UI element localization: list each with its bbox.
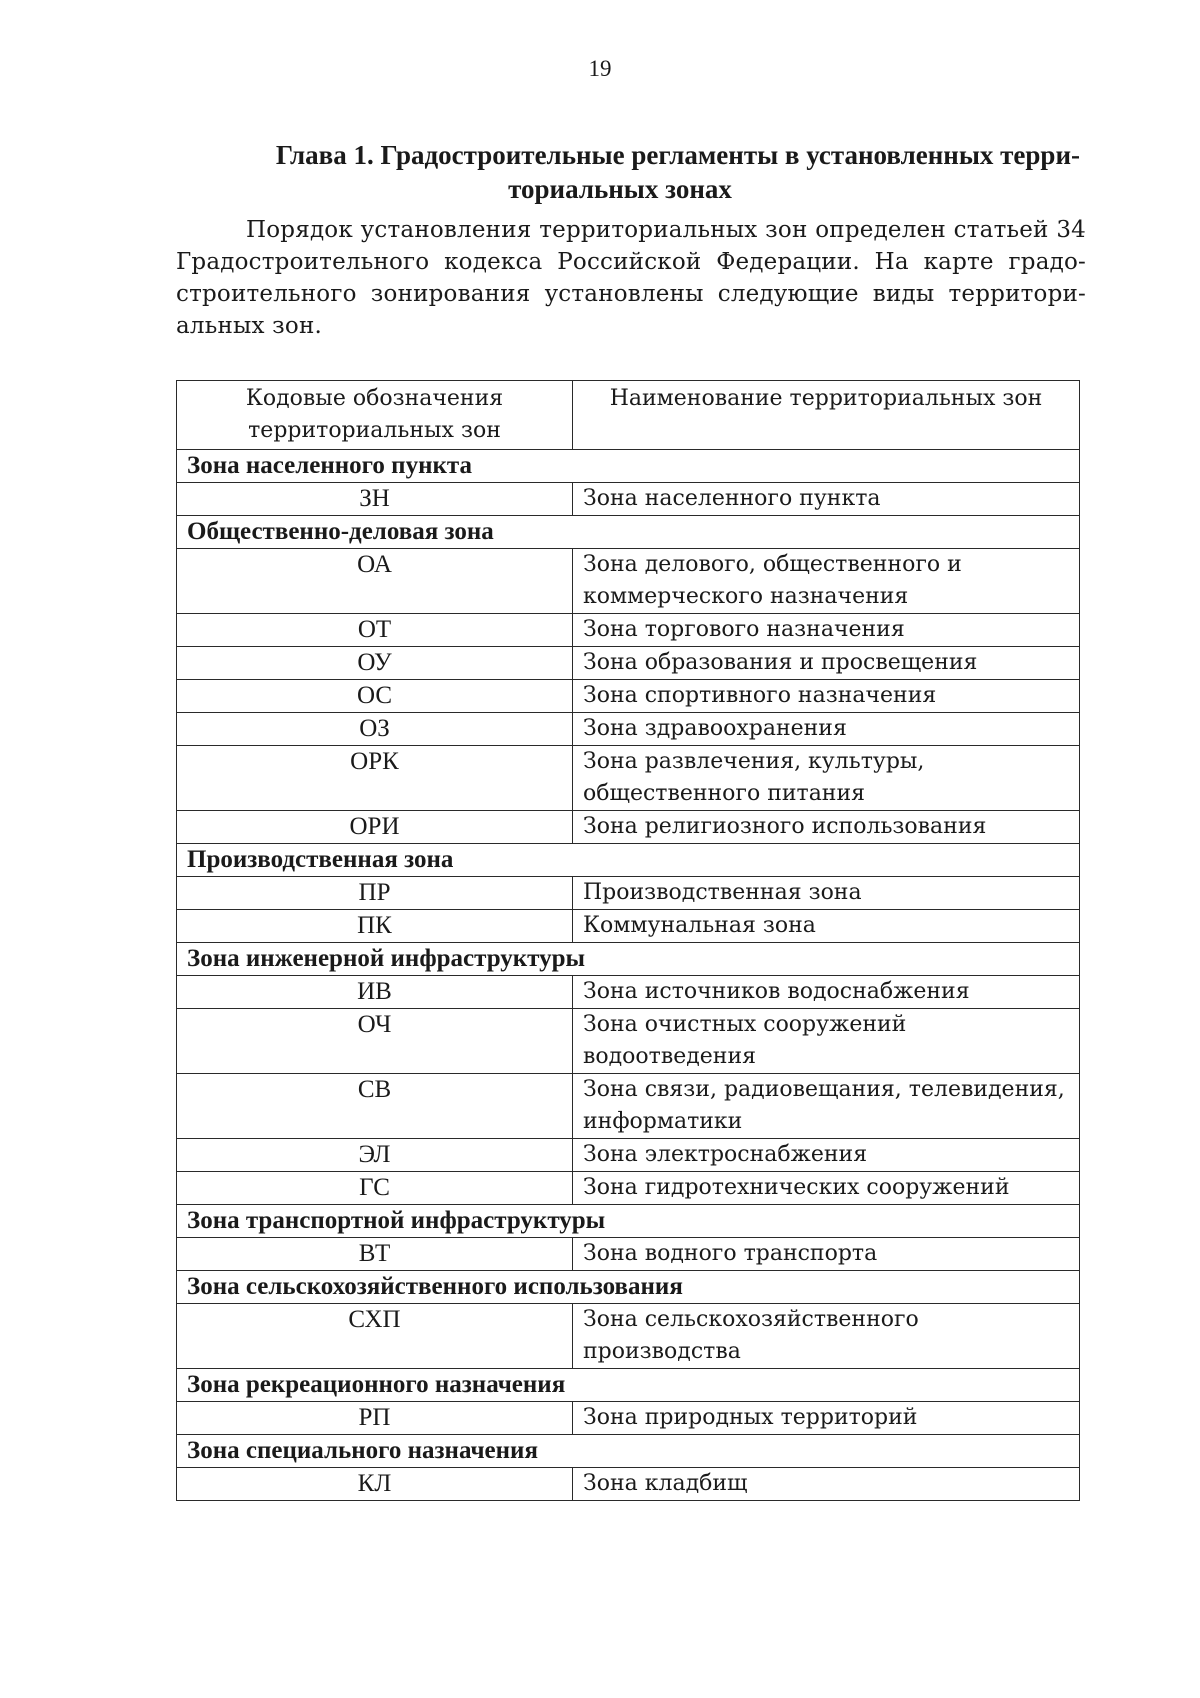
- chapter-title-line: Глава 1. Градостроительные регламенты в установленных терри-: [275, 140, 1080, 170]
- table-row: [177, 1139, 1080, 1172]
- table-row: [177, 910, 1080, 943]
- chapter-title: [160, 138, 1080, 206]
- zone-code: ОТ: [177, 614, 573, 647]
- zone-code: ИВ: [177, 976, 573, 1009]
- table-row: [177, 549, 1080, 614]
- group-row: [177, 1435, 1080, 1468]
- group-row: [177, 516, 1080, 549]
- zone-code: СХП: [177, 1304, 573, 1369]
- table-header-row: [177, 381, 1080, 450]
- zone-code: ПР: [177, 877, 573, 910]
- intro-line: Градостроительного кодекса Российской Федерации. На карте градо-: [176, 249, 1086, 275]
- group-title: Зона специального назначения: [177, 1435, 1080, 1468]
- zone-code: СВ: [177, 1074, 573, 1139]
- table-row: [177, 811, 1080, 844]
- header-name: Наименование территориальных зон: [573, 381, 1080, 450]
- table-row: [177, 746, 1080, 811]
- zone-code: ОРК: [177, 746, 573, 811]
- table-row: [177, 1402, 1080, 1435]
- group-title: Зона сельскохозяйственного использования: [177, 1271, 1080, 1304]
- group-row: [177, 1369, 1080, 1402]
- zones-table: [176, 380, 1080, 1501]
- zone-name: Зона гидротехнических сооружений: [573, 1172, 1080, 1205]
- table-row: [177, 1304, 1080, 1369]
- zone-code: ГС: [177, 1172, 573, 1205]
- zone-code: ОЧ: [177, 1009, 573, 1074]
- zone-code: ЭЛ: [177, 1139, 573, 1172]
- group-title: Общественно-деловая зона: [177, 516, 1080, 549]
- zone-name: Зона торгового назначения: [573, 614, 1080, 647]
- intro-paragraph: [176, 214, 1086, 342]
- zone-code: ОЗ: [177, 713, 573, 746]
- table-row: [177, 1074, 1080, 1139]
- zone-name: Зона кладбищ: [573, 1468, 1080, 1501]
- zone-name: Зона религиозного использования: [573, 811, 1080, 844]
- table-row: [177, 1468, 1080, 1501]
- zone-name: Зона связи, радиовещания, телевидения, информатики: [573, 1074, 1080, 1139]
- group-row: [177, 943, 1080, 976]
- zone-name: Зона источников водоснабжения: [573, 976, 1080, 1009]
- zone-name: Зона делового, общественного и коммерческого назначения: [573, 549, 1080, 614]
- group-title: Зона инженерной инфраструктуры: [177, 943, 1080, 976]
- zone-code: ЗН: [177, 483, 573, 516]
- page-number: 19: [588, 56, 612, 81]
- zone-code: ОУ: [177, 647, 573, 680]
- zone-code: ВТ: [177, 1238, 573, 1271]
- table-row: [177, 483, 1080, 516]
- zone-code: ПК: [177, 910, 573, 943]
- table-row: [177, 1009, 1080, 1074]
- table-row: [177, 647, 1080, 680]
- group-row: [177, 1271, 1080, 1304]
- chapter-title-line: ториальных зонах: [508, 174, 732, 204]
- group-row: [177, 844, 1080, 877]
- zone-code: ОС: [177, 680, 573, 713]
- zones-table-body: [177, 450, 1080, 1501]
- zone-name: Зона образования и просвещения: [573, 647, 1080, 680]
- zone-name: Зона электроснабжения: [573, 1139, 1080, 1172]
- header-code: Кодовые обозначения территориальных зон: [177, 381, 573, 450]
- zone-name: Зона развлечения, культуры, общественного питания: [573, 746, 1080, 811]
- zone-name: Коммунальная зона: [573, 910, 1080, 943]
- table-row: [177, 976, 1080, 1009]
- zone-name: Зона сельскохозяйственного производства: [573, 1304, 1080, 1369]
- group-row: [177, 1205, 1080, 1238]
- group-title: Зона населенного пункта: [177, 450, 1080, 483]
- table-row: [177, 1172, 1080, 1205]
- zone-name: Производственная зона: [573, 877, 1080, 910]
- zone-code: РП: [177, 1402, 573, 1435]
- intro-line: альных зон.: [176, 313, 322, 339]
- zone-code: ОРИ: [177, 811, 573, 844]
- intro-line: Порядок установления территориальных зон определен статьей 34: [246, 217, 1086, 243]
- group-title: Производственная зона: [177, 844, 1080, 877]
- group-row: [177, 450, 1080, 483]
- table-row: [177, 713, 1080, 746]
- group-title: Зона рекреационного назначения: [177, 1369, 1080, 1402]
- zone-code: КЛ: [177, 1468, 573, 1501]
- zone-name: Зона водного транспорта: [573, 1238, 1080, 1271]
- zone-name: Зона населенного пункта: [573, 483, 1080, 516]
- zone-name: Зона очистных сооружений водоотведения: [573, 1009, 1080, 1074]
- zone-name: Зона природных территорий: [573, 1402, 1080, 1435]
- table-row: [177, 877, 1080, 910]
- table-row: [177, 614, 1080, 647]
- table-row: [177, 1238, 1080, 1271]
- zone-name: Зона здравоохранения: [573, 713, 1080, 746]
- table-row: [177, 680, 1080, 713]
- zone-code: ОА: [177, 549, 573, 614]
- group-title: Зона транспортной инфраструктуры: [177, 1205, 1080, 1238]
- zone-name: Зона спортивного назначения: [573, 680, 1080, 713]
- intro-line: строительного зонирования установлены следующие виды территори-: [176, 281, 1086, 307]
